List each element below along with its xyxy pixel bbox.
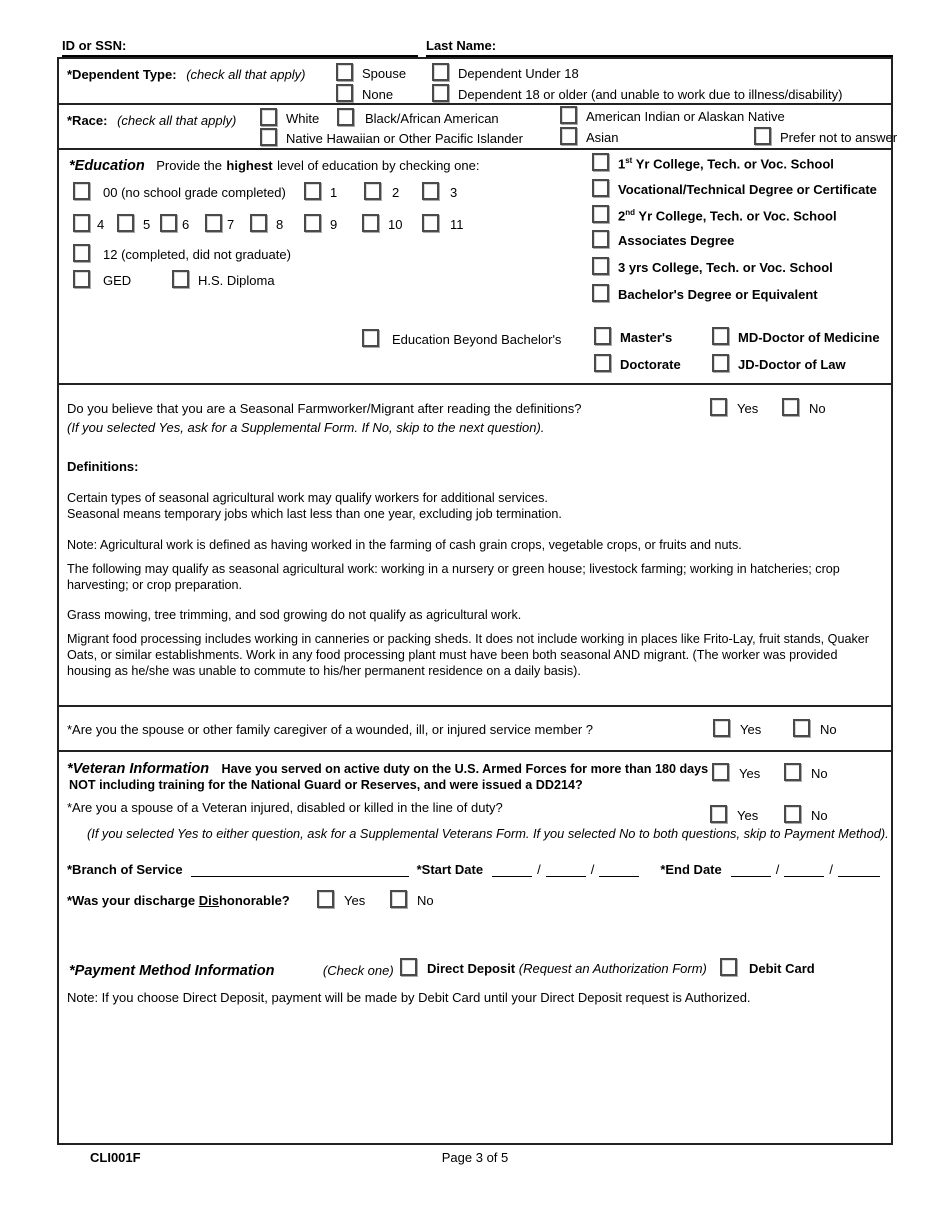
checkbox-native-hawaiian[interactable] — [260, 128, 277, 146]
seasonal-instruction: (If you selected Yes, ask for a Supplemental Form. If No, skip to the next question). — [67, 420, 545, 435]
id-or-ssn-label: ID or SSN: — [62, 38, 127, 53]
hs-diploma-label: H.S. Diploma — [198, 273, 275, 288]
veteran-question-2: *Are you a spouse of a Veteran injured, disabled or killed in the line of duty? — [67, 800, 503, 815]
definition-paragraph-3: The following may qualify as seasonal agricultural work: working in a nursery or green house; livestock farming; working in hatcheries; crop harvesting; or crop preparation. — [67, 562, 840, 592]
checkbox-jd-doctor-of-law[interactable] — [712, 354, 729, 372]
veteran-title-line: *Veteran Information Have you served on active duty on the U.S. Armed Forces for more than 180 days — [67, 761, 709, 777]
checkbox-grade-8[interactable] — [250, 214, 267, 232]
debit-card-label: Debit Card — [749, 961, 815, 976]
native-hawaiian-label: Native Hawaiian or Other Pacific Islander — [286, 131, 523, 146]
section-seasonal-farmworker — [59, 385, 891, 707]
grade-9-label: 9 — [330, 217, 338, 232]
last-name-field[interactable] — [426, 38, 893, 57]
checkbox-debit-card[interactable] — [720, 958, 737, 976]
branch-of-service-input[interactable] — [191, 862, 409, 877]
start-date-year-input[interactable] — [599, 862, 639, 877]
start-date-day-input[interactable] — [546, 862, 586, 877]
definition-paragraph-1: Certain types of seasonal agricultural work may qualify workers for additional services. Seasonal means temporary jobs which last less than one year, excluding job termination. — [67, 491, 562, 521]
caregiver-question: *Are you the spouse or other family caregiver of a wounded, ill, or injured service member ? — [67, 722, 594, 737]
veteran-q2-no-label: No — [811, 808, 828, 823]
asian-label: Asian — [586, 130, 619, 145]
caregiver-yes-label: Yes — [740, 722, 762, 737]
checkbox-grade-00[interactable] — [73, 182, 90, 200]
grade-6-label: 6 — [182, 217, 190, 232]
definition-paragraph-4: Grass mowing, tree trimming, and sod growing do not qualify as agricultural work. — [67, 608, 522, 622]
form-body — [57, 57, 898, 1145]
checkbox-veteran-q1-no[interactable] — [784, 763, 801, 781]
checkbox-masters[interactable] — [594, 327, 611, 345]
checkbox-grade-3[interactable] — [422, 182, 439, 200]
payment-method-title-line: *Payment Method Information (Check one) — [69, 963, 394, 979]
checkbox-grade-10[interactable] — [362, 214, 379, 232]
section-veteran-payment — [59, 752, 891, 1143]
checkbox-grade-6[interactable] — [160, 214, 177, 232]
end-date-month-input[interactable] — [731, 862, 771, 877]
page-footer — [57, 1150, 893, 1165]
last-name-label: Last Name: — [426, 38, 497, 53]
payment-method-title: *Payment Method Information — [69, 963, 275, 979]
definition-paragraph-2: Note: Agricultural work is defined as having worked in the farming of cash grain crops, vegetable crops, or fruits and nuts. — [67, 538, 742, 552]
veteran-q2-yes-label: Yes — [737, 808, 759, 823]
checkbox-grade-4[interactable] — [73, 214, 90, 232]
1st-yr-college-label: 1st Yr College, Tech. or Voc. School — [618, 156, 834, 172]
grade-12-label: 12 (completed, did not graduate) — [103, 247, 291, 262]
checkbox-dependent-18-or-older[interactable] — [432, 84, 449, 102]
checkbox-doctorate[interactable] — [594, 354, 611, 372]
checkbox-ged[interactable] — [73, 270, 90, 288]
checkbox-grade-5[interactable] — [117, 214, 134, 232]
discharge-yes-label: Yes — [344, 893, 366, 908]
checkbox-spouse[interactable] — [336, 63, 353, 81]
checkbox-dependent-under-18[interactable] — [432, 63, 449, 81]
payment-note: Note: If you choose Direct Deposit, payment will be made by Debit Card until your Direct Deposit request is Authorized. — [67, 990, 751, 1005]
start-date-month-input[interactable] — [492, 862, 532, 877]
branch-of-service-label: *Branch of Service — [67, 862, 183, 877]
form-code: CLI001F — [90, 1150, 141, 1165]
checkbox-black-african-american[interactable] — [337, 108, 354, 126]
grade-8-label: 8 — [276, 217, 284, 232]
checkbox-asian[interactable] — [560, 127, 577, 145]
seasonal-no-label: No — [809, 401, 826, 416]
masters-label: Master's — [620, 330, 673, 345]
start-date-slash-1: / — [537, 862, 541, 877]
section-race — [59, 105, 898, 150]
section-education — [59, 150, 891, 385]
section-dependent-type — [59, 59, 891, 105]
dependent-under-18-label: Dependent Under 18 — [458, 66, 579, 81]
dependent-type-title: *Dependent Type: (check all that apply) — [67, 67, 306, 82]
checkbox-none[interactable] — [336, 84, 353, 102]
end-date-slash-1: / — [775, 862, 780, 877]
start-date-label: *Start Date — [416, 862, 484, 877]
veteran-q1-no-label: No — [811, 766, 828, 781]
grade-5-label: 5 — [143, 217, 151, 232]
checkbox-american-indian[interactable] — [560, 106, 577, 124]
grade-7-label: 7 — [227, 217, 235, 232]
grade-11-label: 11 — [450, 217, 464, 232]
none-label: None — [362, 87, 394, 102]
prefer-not-to-answer-label: Prefer not to answer — [780, 130, 898, 145]
american-indian-label: American Indian or Alaskan Native — [586, 109, 785, 124]
checkbox-bachelors-degree[interactable] — [592, 284, 609, 302]
header-row — [62, 38, 893, 57]
checkbox-education-beyond-bachelors[interactable] — [362, 329, 379, 347]
checkbox-veteran-q1-yes[interactable] — [712, 763, 729, 781]
page-number: Page 3 of 5 — [441, 1150, 509, 1165]
checkbox-grade-9[interactable] — [304, 214, 321, 232]
definition-paragraph-5: Migrant food processing includes working in canneries or packing sheds. It does not include working in places like Frito-Lay, fruit stands, Quaker Oats, or similar establishments. Work in any food processing plant must have been both seasonal AND migrant. (The worker was provided housing as he/she was unable to commute to his/her permanent residence on a daily basis). — [67, 632, 869, 678]
ged-label: GED — [103, 273, 132, 288]
discharge-question: *Was your discharge Dishonorable? — [67, 893, 290, 908]
grade-10-label: 10 — [388, 217, 403, 232]
md-doctor-of-medicine-label: MD-Doctor of Medicine — [738, 330, 880, 345]
service-dates-row — [67, 862, 887, 877]
checkbox-veteran-q2-no[interactable] — [784, 805, 801, 823]
2nd-yr-college-label: 2nd Yr College, Tech. or Voc. School — [618, 208, 837, 224]
checkbox-seasonal-no[interactable] — [782, 398, 799, 416]
education-beyond-bachelors-label: Education Beyond Bachelor's — [392, 332, 562, 347]
end-date-slash-2: / — [829, 862, 833, 877]
grade-4-label: 4 — [97, 217, 105, 232]
white-label: White — [286, 111, 320, 126]
checkbox-2nd-yr-college[interactable] — [592, 205, 609, 223]
start-date-slash-2: / — [590, 862, 595, 877]
checkbox-vocational-degree[interactable] — [592, 179, 609, 197]
associates-degree-label: Associates Degree — [618, 233, 735, 248]
veteran-title: *Veteran Information — [67, 761, 210, 777]
spouse-label: Spouse — [362, 66, 407, 81]
checkbox-white[interactable] — [260, 108, 277, 126]
checkbox-seasonal-yes[interactable] — [710, 398, 727, 416]
3-yrs-college-label: 3 yrs College, Tech. or Voc. School — [618, 260, 833, 275]
id-or-ssn-field[interactable] — [62, 38, 418, 57]
bachelors-degree-label: Bachelor's Degree or Equivalent — [618, 287, 818, 302]
checkbox-prefer-not-to-answer[interactable] — [754, 127, 771, 145]
checkbox-grade-2[interactable] — [364, 182, 381, 200]
checkbox-veteran-q2-yes[interactable] — [710, 805, 727, 823]
black-african-american-label: Black/African American — [365, 111, 499, 126]
jd-doctor-of-law-label: JD-Doctor of Law — [738, 357, 846, 372]
direct-deposit-label: Direct Deposit (Request an Authorization Form) — [427, 961, 707, 976]
grade-3-label: 3 — [450, 185, 458, 200]
veteran-instruction: (If you selected Yes to either question, ask for a Supplemental Veterans Form. If you selected No to both questions, skip to Payment Method). — [87, 826, 889, 841]
end-date-label: *End Date — [660, 862, 722, 877]
education-title: *Education Provide the highest level of education by checking one: — [69, 158, 480, 174]
end-date-day-input[interactable] — [784, 862, 824, 877]
checkbox-hs-diploma[interactable] — [172, 270, 189, 288]
checkbox-md-doctor-of-medicine[interactable] — [712, 327, 729, 345]
discharge-no-label: No — [417, 893, 434, 908]
seasonal-question: Do you believe that you are a Seasonal Farmworker/Migrant after reading the definitions? — [67, 401, 582, 416]
checkbox-grade-1[interactable] — [304, 182, 321, 200]
race-title: *Race: (check all that apply) — [67, 113, 237, 128]
checkbox-caregiver-no[interactable] — [793, 719, 810, 737]
checkbox-grade-11[interactable] — [422, 214, 439, 232]
checkbox-3-yrs-college[interactable] — [592, 257, 609, 275]
checkbox-associates-degree[interactable] — [592, 230, 609, 248]
doctorate-label: Doctorate — [620, 357, 681, 372]
checkbox-caregiver-yes[interactable] — [713, 719, 730, 737]
checkbox-discharge-no[interactable] — [390, 890, 407, 908]
definitions-title: Definitions: — [67, 459, 139, 474]
seasonal-yes-label: Yes — [737, 401, 759, 416]
grade-1-label: 1 — [330, 185, 338, 200]
section-caregiver — [59, 707, 891, 752]
checkbox-direct-deposit[interactable] — [400, 958, 417, 976]
grade-2-label: 2 — [392, 185, 400, 200]
veteran-question-1-line-2: NOT including training for the National Guard or Reserves, and were issued a DD214? — [69, 778, 583, 792]
end-date-year-input[interactable] — [838, 862, 880, 877]
grade-00-label: 00 (no school grade completed) — [103, 185, 286, 200]
veteran-q1-yes-label: Yes — [739, 766, 761, 781]
vocational-degree-label: Vocational/Technical Degree or Certificate — [618, 182, 877, 197]
caregiver-no-label: No — [820, 722, 837, 737]
checkbox-1st-yr-college[interactable] — [592, 153, 609, 171]
checkbox-grade-12[interactable] — [73, 244, 90, 262]
checkbox-grade-7[interactable] — [205, 214, 222, 232]
checkbox-discharge-yes[interactable] — [317, 890, 334, 908]
dependent-18-or-older-label: Dependent 18 or older (and unable to work due to illness/disability) — [458, 87, 843, 102]
